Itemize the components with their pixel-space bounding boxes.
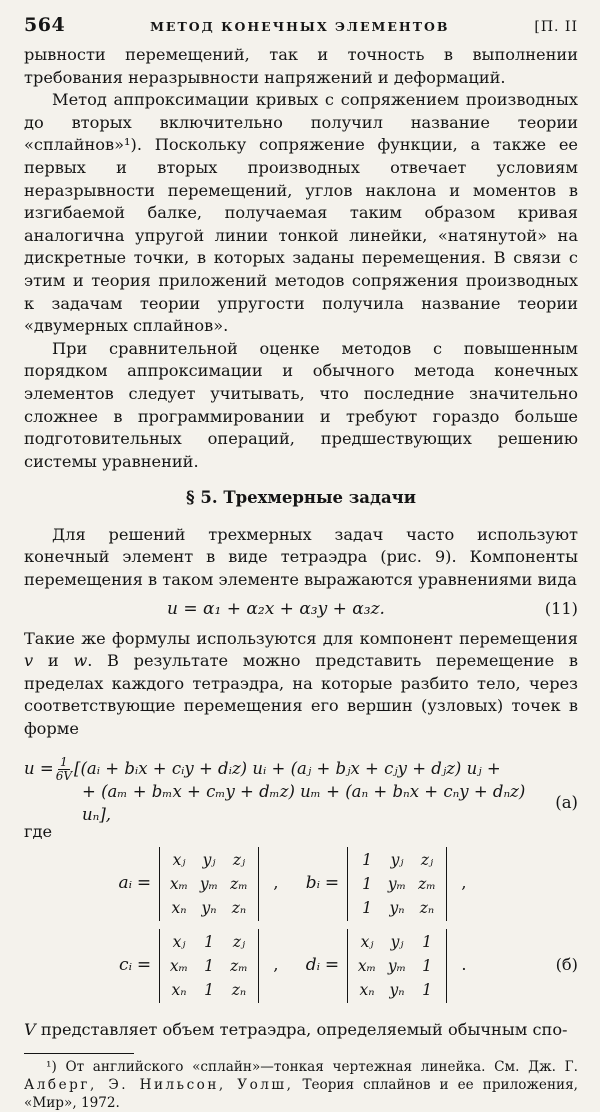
running-title: МЕТОД КОНЕЧНЫХ ЭЛЕМЕНТОВ	[150, 19, 450, 34]
paragraph-nodal-text-a: Такие же формулы используются для компонент перемещения	[24, 628, 578, 648]
equation-a-line-2	[24, 782, 578, 824]
symbol-v: v	[24, 651, 34, 671]
separator-comma: ,	[273, 873, 279, 893]
d-i-label: dᵢ	[305, 955, 320, 976]
det-b-cell: zₙ	[419, 898, 435, 917]
page-number: 564	[24, 14, 66, 36]
footnote-mark: ¹)	[46, 1059, 57, 1076]
det-c-cell: zⱼ	[232, 932, 246, 951]
determinant-d	[347, 929, 447, 1003]
paragraph-nodal-text-b: . В результате можно представить перемещение в пределах каждого тетраэдра, на которые разбито тело, через соответствующие перемещения его вершин (узловых) точек в форме	[24, 651, 578, 739]
footnote-authors: Алберг, Э. Нильсон, Уолш,	[24, 1077, 294, 1094]
where-label: где	[24, 821, 53, 841]
det-d-cell: yₙ	[389, 980, 405, 999]
separator-comma: ,	[461, 873, 467, 893]
word-and: и	[47, 651, 59, 671]
equation-b-tag: (б)	[555, 955, 578, 975]
fraction-numerator: 1	[60, 755, 68, 770]
equals-sign: =	[324, 873, 340, 894]
chapter-label: [П. II	[534, 19, 578, 35]
equation-11	[24, 592, 578, 628]
det-d-cell: xₙ	[359, 980, 375, 999]
c-i-label: cᵢ	[119, 955, 132, 976]
b-i-label: bᵢ	[305, 873, 320, 894]
footnote-rule	[24, 1053, 134, 1054]
det-b-cell: 1	[362, 874, 372, 893]
section-title: § 5. Трехмерные задачи	[186, 488, 416, 508]
det-d-cell: 1	[422, 932, 432, 951]
equation-a-terms-1: [(aᵢ + bᵢx + cᵢy + dᵢz) uᵢ + (aⱼ + bⱼx + cⱼy + dⱼz) uⱼ +	[74, 759, 501, 779]
det-c-cell: 1	[204, 956, 214, 975]
symbol-V: V	[24, 1019, 36, 1039]
det-c-cell: zₙ	[231, 980, 247, 999]
paragraph-nodal-form	[24, 628, 578, 741]
fraction-denominator: 6V	[55, 769, 73, 784]
det-a-cell: xₙ	[171, 898, 187, 917]
footnote	[24, 1058, 578, 1112]
det-b-cell: 1	[362, 898, 372, 917]
equation-11-number: (11)	[544, 599, 578, 619]
determinant-a	[159, 847, 259, 921]
det-b-cell: zⱼ	[420, 850, 434, 869]
separator-dot: .	[461, 955, 467, 975]
det-d-cell: yⱼ	[390, 932, 404, 951]
determinant-b	[347, 847, 447, 921]
footnote-text-a: От английского «сплайн»—тонкая чертежная линейка. См. Дж. Г.	[65, 1059, 578, 1076]
det-b-cell: yₘ	[387, 874, 407, 893]
equation-a-tag: (а)	[555, 793, 578, 813]
equals-sign: =	[136, 873, 152, 894]
det-a-cell: zₘ	[230, 874, 248, 893]
symbol-w: w	[73, 651, 88, 671]
fraction-one-over-6v	[56, 756, 72, 783]
det-d-cell: yₘ	[387, 956, 407, 975]
det-b-cell: zₘ	[418, 874, 436, 893]
det-b-cell: yₙ	[389, 898, 405, 917]
equals-sign: =	[136, 955, 152, 976]
determinant-c	[159, 929, 259, 1003]
paragraph-splines: Метод аппроксимации кривых с сопряжением производных до вторых включительно получил название теории «сплайнов»¹). Поскольку сопряжение функции, а также ее первых и вторых производных отвечает условиям неразрывности перемещений, углов наклона и моментов в изгибаемой балке, получаемая таким образом кривая аналогична упругой линии тонкой линейки, «натянутой» на дискретные точки, в которых заданы перемещения. В связи с этим и теория приложений методов сопряжения производных к задачам теории упругости получила название теории «двумерных сплайнов».	[24, 90, 578, 336]
paragraph-continuation: рывности перемещений, так и точность в выполнении требования неразрывности напряжений и деформаций.	[24, 45, 578, 87]
det-d-cell: xₘ	[357, 956, 377, 975]
det-d-cell: 1	[422, 980, 432, 999]
det-d-cell: 1	[422, 956, 432, 975]
det-d-cell: xⱼ	[360, 932, 374, 951]
equation-a-lhs: u =	[24, 759, 54, 779]
det-c-cell: 1	[204, 932, 214, 951]
det-a-cell: xₘ	[169, 874, 189, 893]
det-c-cell: xₘ	[169, 956, 189, 975]
det-c-cell: 1	[204, 980, 214, 999]
det-b-cell: 1	[362, 850, 372, 869]
det-a-cell: yₙ	[201, 898, 217, 917]
paragraph-volume	[24, 1019, 578, 1042]
equation-11-body: u = α₁ + α₂x + α₃y + α₃z.	[167, 599, 385, 620]
a-i-label: aᵢ	[118, 873, 132, 894]
paragraph-volume-text: представляет объем тетраэдра, определяемый обычным спо-	[40, 1019, 568, 1039]
page-header	[24, 14, 578, 44]
paragraph-comparison: При сравнительной оценке методов с повышенным порядком аппроксимации и обычного метода конечных элементов следует учитывать, что последние значительно сложнее в программировании и требуют гораздо больше подготовительных операций, предшествующих решению системы уравнений.	[24, 338, 578, 471]
det-c-cell: xⱼ	[172, 932, 186, 951]
separator-comma: ,	[273, 955, 279, 975]
det-a-cell: yⱼ	[202, 850, 216, 869]
equation-a-terms-2: + (aₘ + bₘx + cₘy + dₘz) uₘ + (aₙ + bₙx + cₙy + dₙz) uₙ],	[82, 782, 526, 824]
det-a-cell: zⱼ	[232, 850, 246, 869]
det-a-cell: zₙ	[231, 898, 247, 917]
paragraph-tetrahedron: Для решений трехмерных задач часто используют конечный элемент в виде тетраэдра (рис. 9). Компоненты перемещения в таком элементе выражаются уравнениями вида	[24, 524, 578, 590]
footnote-text-b: Теория сплайнов и ее приложения, «Мир», 1972.	[24, 1077, 578, 1112]
det-a-cell: xⱼ	[172, 850, 186, 869]
det-c-cell: zₘ	[230, 956, 248, 975]
equals-sign: =	[324, 955, 340, 976]
det-a-cell: yₘ	[199, 874, 219, 893]
matrix-row-cd	[24, 925, 578, 1007]
det-b-cell: yⱼ	[390, 850, 404, 869]
matrix-row-ab	[24, 843, 578, 925]
det-c-cell: xₙ	[171, 980, 187, 999]
